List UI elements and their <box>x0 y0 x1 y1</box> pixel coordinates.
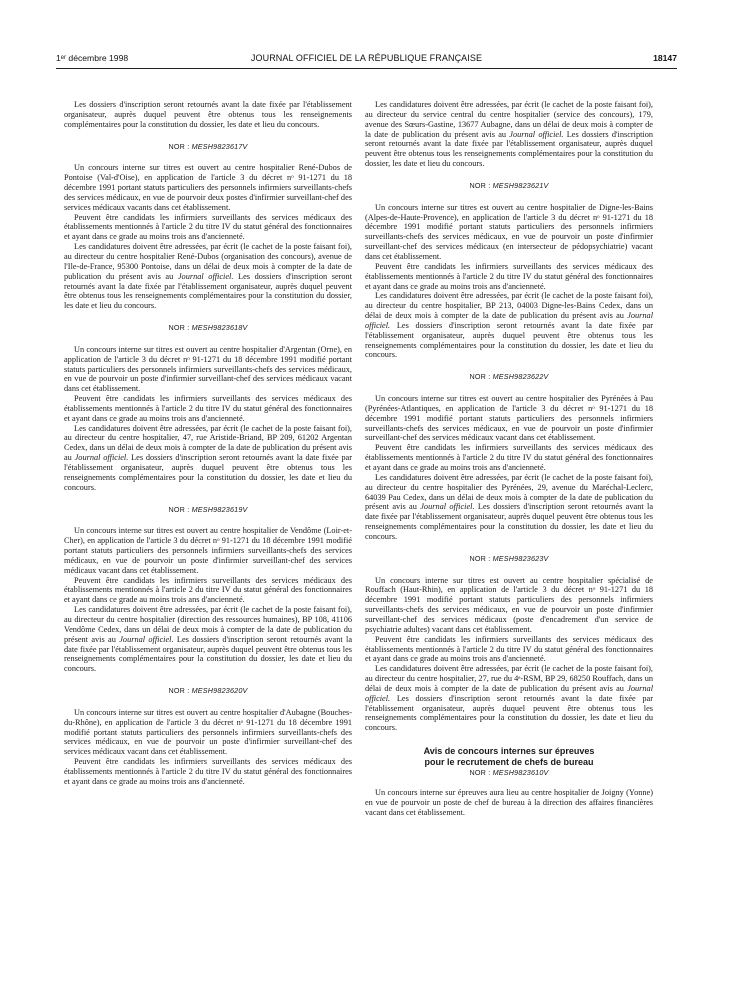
journal-officiel-ref: Journal officiel. <box>177 271 234 281</box>
paragraph: Un concours interne sur titres est ouvert au centre hospitalier de Digne-les-Bains (Alpes-de-Haute-Provence), en application de l'article 3 du décret nᵒ 91-1271 du 18 décembre 1991 modifié portant statuts particuliers des personnels infirmiers surveillants-chefs des services médicaux, en vue de pourvoir un poste d'infirmier surveillant-chef des services médicaux (en intersecteur de pédopsychiatrie) vacant dans cet établissement. <box>365 202 653 261</box>
nor-code: MESH9823617V <box>191 141 248 151</box>
text: Les dossiers d'inscription seront retournés avant la date fixée par l'établissement organisateur, auprès duquel peuvent être obtenus tous les renseignements complémentaires pour la constitution du dossier, les date et lieu du concours. <box>365 320 653 360</box>
nor-code: MESH9823623V <box>492 553 549 563</box>
nor-code: MESH9823622V <box>492 372 549 382</box>
right-column <box>365 100 653 817</box>
nor-code: MESH9823620V <box>191 686 248 696</box>
text: Les dossiers d'inscription seront retournés avant la date fixée par l'établissement organisateur, auprès duquel peuvent être obtenus tous les renseignements complémentaires pour la constitution du dossier, les date et lieu du concours. <box>365 502 653 541</box>
paragraph <box>365 291 653 360</box>
text: Les dossiers d'inscription seront retournés avant la date fixée par l'établissement organisateur, auprès duquel peuvent être obtenus tous les renseignements complémentaires pour la constitution du dossier, les date et lieu du concours. <box>365 129 654 169</box>
header-rule <box>56 68 677 69</box>
paragraph: Un concours interne sur titres est ouvert au centre hospitalier d'Argentan (Orne), en application de l'article 3 du décret nᵒ 91-1271 du 18 décembre 1991 modifié portant statuts particuliers des personnels infirmiers surveillants-chefs des services médicaux, en vue de pourvoir un poste d'infirmier surveillant-chef des services médicaux vacant dans cet établissement. <box>64 344 352 394</box>
nor-code: MESH9823621V <box>492 180 549 190</box>
section-heading-line-2: pour le recrutement de chefs de bureau <box>424 756 594 767</box>
left-column <box>64 100 352 787</box>
text: Les candidatures doivent être adressées, par écrit (le cachet de la poste faisant foi), au directeur du centre hospitalier des Pyrénées, 29, avenue du Maréchal-Leclerc, 64039 Pau Cedex, dans un délai de deux mois à compter de la date de publication du présent avis au <box>365 472 653 512</box>
nor-reference <box>365 372 653 382</box>
paragraph: Peuvent être candidats les infirmiers surveillants des services médicaux des établissements mentionnés à l'article 2 du titre IV du statut général des fonctionnaires et ayant dans ce grade au moins trois ans d'ancienneté. <box>365 261 653 291</box>
nor-code: MESH9823610V <box>492 768 549 778</box>
nor-label: NOR : <box>469 180 491 190</box>
paragraph <box>64 605 352 674</box>
nor-reference <box>365 768 653 778</box>
paragraph <box>365 473 653 542</box>
text: Les candidatures doivent être adressées, par écrit (le cachet de la poste faisant foi), au directeur du centre hospitalier (direction des ressources humaines), BP 108, 41106 Vendôme Cedex, dans un délai de deux mois à compter de la date de publication du présent avis au <box>64 605 352 644</box>
paragraph <box>64 242 352 311</box>
section-heading <box>365 746 653 767</box>
nor-code: MESH9823618V <box>191 323 248 333</box>
paragraph: Les dossiers d'inscription seront retournés avant la date fixée par l'établissement organisateur, auprès duquel peuvent être obtenus tous les renseignements complémentaires pour la constitution du dossier, les date et lieu du concours. <box>64 100 352 129</box>
page-number: 18147 <box>653 53 677 63</box>
text: Les candidatures doivent être adressées, par écrit (le cachet de la poste faisant foi), au directeur du service central du centre hospitalier (service des concours), 179, avenue des Sœurs-Gastine, 13677 Aubagne, dans un délai de deux mois à compter de la date de publication du présent avis au <box>365 100 653 139</box>
nor-reference <box>64 505 352 515</box>
paragraph: Un concours interne sur titres est ouvert au centre hospitalier René-Dubos de Pontoise (Val-d'Oise), en application de l'article 3 du décret nᵒ 91-1271 du 18 décembre 1991 portant statuts particuliers des personnels infirmiers surveillants-chefs des services médicaux, en vue de pourvoir deux postes d'infirmier surveillant-chef des services médicaux vacants dans cet établissement. <box>64 163 352 212</box>
journal-title: JOURNAL OFFICIEL DE LA RÉPUBLIQUE FRANÇAISE <box>250 53 483 63</box>
journal-officiel-ref: Journal officiel. <box>74 453 129 463</box>
paragraph <box>365 100 653 169</box>
paragraph: Peuvent être candidats les infirmiers surveillants des services médicaux des établissements mentionnés à l'article 2 du titre IV du statut général des fonctionnaires et ayant dans ce grade au moins trois ans d'ancienneté. <box>64 394 352 423</box>
nor-code: MESH9823619V <box>191 504 248 514</box>
nor-reference <box>64 142 352 152</box>
nor-reference <box>365 181 653 191</box>
text: Les candidatures doivent être adressées, par écrit (le cachet de la poste faisant foi), au directeur du centre hospitalier René-Dubos (organisation des concours), avenue de l'Ile-de-France, 95300 Pontoise, dans un délai de deux mois à compter de la date de publication du présent avis au <box>64 242 352 281</box>
nor-label: NOR : <box>168 323 190 333</box>
text: Les candidatures doivent être adressées, par écrit (le cachet de la poste faisant foi), au directeur du centre hospitalier, 27, rue du 4ᵉ-RSM, BP 29, 68250 Rouffach, dans un délai de deux mois à compter de la date de publication du présent avis au <box>365 664 653 693</box>
journal-officiel-ref: Journal officiel. <box>365 683 653 703</box>
text: Les dossiers d'inscription seront retournés avant la date fixée par l'établissement organisateur, auprès duquel peuvent être obtenus tous les renseignements complémentaires pour la constitution du dossier, les date et lieu du concours. <box>365 693 653 733</box>
journal-officiel-ref: Journal officiel. <box>119 634 174 644</box>
nor-label: NOR : <box>168 686 190 696</box>
nor-label: NOR : <box>469 553 491 563</box>
issue-date: 1ᵉʳ décembre 1998 <box>56 53 129 63</box>
nor-label: NOR : <box>469 768 491 778</box>
section-heading-line-1: Avis de concours internes sur épreuves <box>423 746 595 757</box>
paragraph: Un concours interne sur titres est ouvert au centre hospitalier des Pyrénées à Pau (Pyrénées-Atlantiques, en application de l'article 3 du décret nᵒ 91-1271 du 18 décembre 1991 modifié portant statuts particuliers des personnels infirmiers surveillants-chefs des services médicaux, en vue de pourvoir un poste d'infirmier surveillant-chef des services médicaux vacant dans cet établissement. <box>365 394 653 443</box>
paragraph <box>365 664 653 733</box>
text: Les candidatures doivent être adressées, par écrit (le cachet de la poste faisant foi), au directeur du centre hospitalier, BP 213, 04003 Digne-les-Bains Cedex, dans un délai de deux mois à compter de la date de publication du présent avis au <box>365 291 653 321</box>
text: Les dossiers d'inscription seront retournés avant la date fixée par l'établissement organisateur, auprès duquel peuvent être obtenus tous les renseignements complémentaires pour la constitution du dossier, les date et lieu du concours. <box>64 634 352 674</box>
page-header <box>56 53 677 67</box>
paragraph: Peuvent être candidats les infirmiers surveillants des services médicaux des établissements mentionnés à l'article 2 du titre IV du statut général des fonctionnaires et ayant dans ce grade au moins trois ans d'ancienneté. <box>64 212 352 242</box>
text: Les dossiers d'inscription seront retournés avant la date fixée par l'établissement organisateur, auprès duquel peuvent être obtenus tous les renseignements complémentaires pour la constitution du dossier, les date et lieu du concours. <box>64 271 353 311</box>
text: Les dossiers d'inscription seront retournés avant la date fixée par l'établissement organisateur, auprès duquel peuvent être obtenus tous les renseignements complémentaires pour la constitution du dossier, les date et lieu du concours. <box>64 453 353 492</box>
nor-label: NOR : <box>168 141 190 151</box>
paragraph: Un concours interne sur titres est ouvert au centre hospitalier spécialisé de Rouffach (Haut-Rhin), en application de l'article 3 du décret nᵒ 91-1271 du 18 décembre 1991 modifié portant statuts particuliers des personnels infirmiers surveillants-chefs des services médicaux, en vue de pourvoir un poste d'infirmier surveillant-chef des services médicaux (poste d'encadrement d'un service de psychiatrie adultes) vacant dans cet établissement. <box>365 575 653 634</box>
nor-reference <box>64 323 352 333</box>
nor-label: NOR : <box>168 504 190 514</box>
text: Les candidatures doivent être adressées, par écrit (le cachet de la poste faisant foi), au directeur du centre hospitalier, 47, rue Aristide-Briand, BP 209, 61202 Argentan Cedex, dans un délai de deux mois à compter de la date de publication du présent avis au <box>64 423 352 463</box>
paragraph: Peuvent être candidats les infirmiers surveillants des services médicaux des établissements mentionnés à l'article 2 du titre IV du statut général des fonctionnaires et ayant dans ce grade au moins trois ans d'ancienneté. <box>365 634 653 664</box>
nor-reference <box>64 686 352 696</box>
journal-officiel-ref: Journal officiel. <box>365 311 653 330</box>
paragraph <box>64 424 352 493</box>
paragraph: Peuvent être candidats les infirmiers surveillants des services médicaux des établissements mentionnés à l'article 2 du titre IV du statut général des fonctionnaires et ayant dans ce grade au moins trois ans d'ancienneté. <box>64 757 352 786</box>
journal-officiel-ref: Journal officiel. <box>420 502 475 512</box>
journal-officiel-ref: Journal officiel. <box>509 129 564 139</box>
paragraph: Un concours interne sur titres est ouvert au centre hospitalier de Vendôme (Loir-et-Cher), en application de l'article 3 du décret nᵒ 91-1271 du 18 décembre 1991 modifié portant statuts particuliers des personnels infirmiers surveillants-chefs des services médicaux, en vue de pourvoir un poste d'infirmier surveillant-chef des services médicaux vacant dans cet établissement. <box>64 526 352 575</box>
paragraph: Un concours interne sur titres est ouvert au centre hospitalier d'Aubagne (Bouches-du-Rhône), en application de l'article 3 du décret nᵒ 91-1271 du 18 décembre 1991 modifié portant statuts particuliers des personnels infirmiers surveillants-chefs des services médicaux, en vue de pourvoir un poste d'infirmier surveillant-chef des services médicaux vacant dans cet établissement. <box>64 707 352 757</box>
nor-label: NOR : <box>469 372 491 382</box>
paragraph: Peuvent être candidats les infirmiers surveillants des services médicaux des établissements mentionnés à l'article 2 du titre IV du statut général des fonctionnaires et ayant dans ce grade au moins trois ans d'ancienneté. <box>365 443 653 472</box>
paragraph: Un concours interne sur épreuves aura lieu au centre hospitalier de Joigny (Yonne) en vue de pourvoir un poste de chef de bureau à la direction des affaires financières vacant dans cet établissement. <box>365 787 653 817</box>
paragraph: Peuvent être candidats les infirmiers surveillants des services médicaux des établissements mentionnés à l'article 2 du titre IV du statut général des fonctionnaires et ayant dans ce grade au moins trois ans d'ancienneté. <box>64 575 352 605</box>
nor-reference <box>365 554 653 564</box>
